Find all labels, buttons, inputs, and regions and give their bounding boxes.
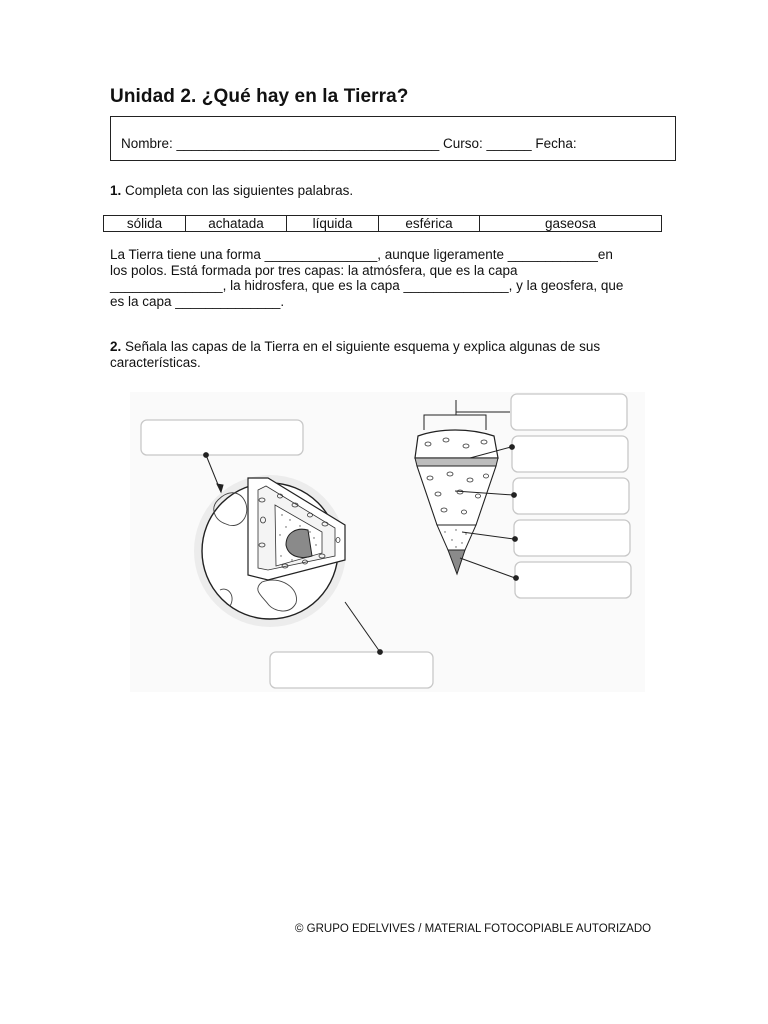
- label-box-crust[interactable]: [511, 394, 627, 430]
- word-bank-item: líquida: [287, 216, 379, 232]
- paragraph-line[interactable]: los polos. Está formada por tres capas: la atmósfera, que es la capa: [110, 262, 518, 278]
- question-2-number: 2.: [110, 339, 122, 354]
- pointer-dot: [514, 576, 519, 581]
- wedge-crust-band: [415, 458, 498, 466]
- pointer-dot: [510, 445, 515, 450]
- pointer-dot: [512, 493, 517, 498]
- question-1-number: 1.: [110, 183, 122, 198]
- page-title: Unidad 2. ¿Qué hay en la Tierra?: [110, 86, 409, 107]
- pointer-dot: [378, 650, 383, 655]
- paragraph-line[interactable]: La Tierra tiene una forma _______________, aunque ligeramente ____________en: [110, 247, 613, 262]
- student-info-line[interactable]: Nombre: ___________________________________ Curso: ______ Fecha:: [121, 136, 577, 151]
- label-box-inner-core[interactable]: [515, 562, 631, 598]
- question-2-text-line: características.: [110, 355, 201, 370]
- question-1-text: Completa con las siguientes palabras.: [125, 183, 354, 198]
- word-bank-item: sólida: [104, 216, 186, 232]
- label-box-outer-core[interactable]: [514, 520, 630, 556]
- pointer-dot: [513, 537, 518, 542]
- label-box-hydrosphere[interactable]: [270, 652, 433, 688]
- label-box-mantle[interactable]: [513, 478, 629, 514]
- word-bank-item: esférica: [379, 216, 480, 232]
- inner-core: [286, 529, 312, 557]
- label-box-atmosphere[interactable]: [141, 420, 303, 455]
- copyright-footer: © GRUPO EDELVIVES / MATERIAL FOTOCOPIABLE AUTORIZADO: [295, 923, 652, 935]
- label-box-wedge-layer-2[interactable]: [512, 436, 628, 472]
- pointer-dot: [204, 453, 209, 458]
- earth-cross-section-icon: [194, 475, 346, 627]
- question-2-text-line: Señala las capas de la Tierra en el siguiente esquema y explica algunas de sus: [125, 339, 601, 354]
- word-bank-item: achatada: [186, 216, 287, 232]
- paragraph-line[interactable]: _______________, la hidrosfera, que es la capa ______________, y la geosfera, que: [110, 278, 624, 293]
- paragraph-line[interactable]: es la capa ______________.: [110, 293, 285, 309]
- word-bank-item: gaseosa: [480, 216, 662, 232]
